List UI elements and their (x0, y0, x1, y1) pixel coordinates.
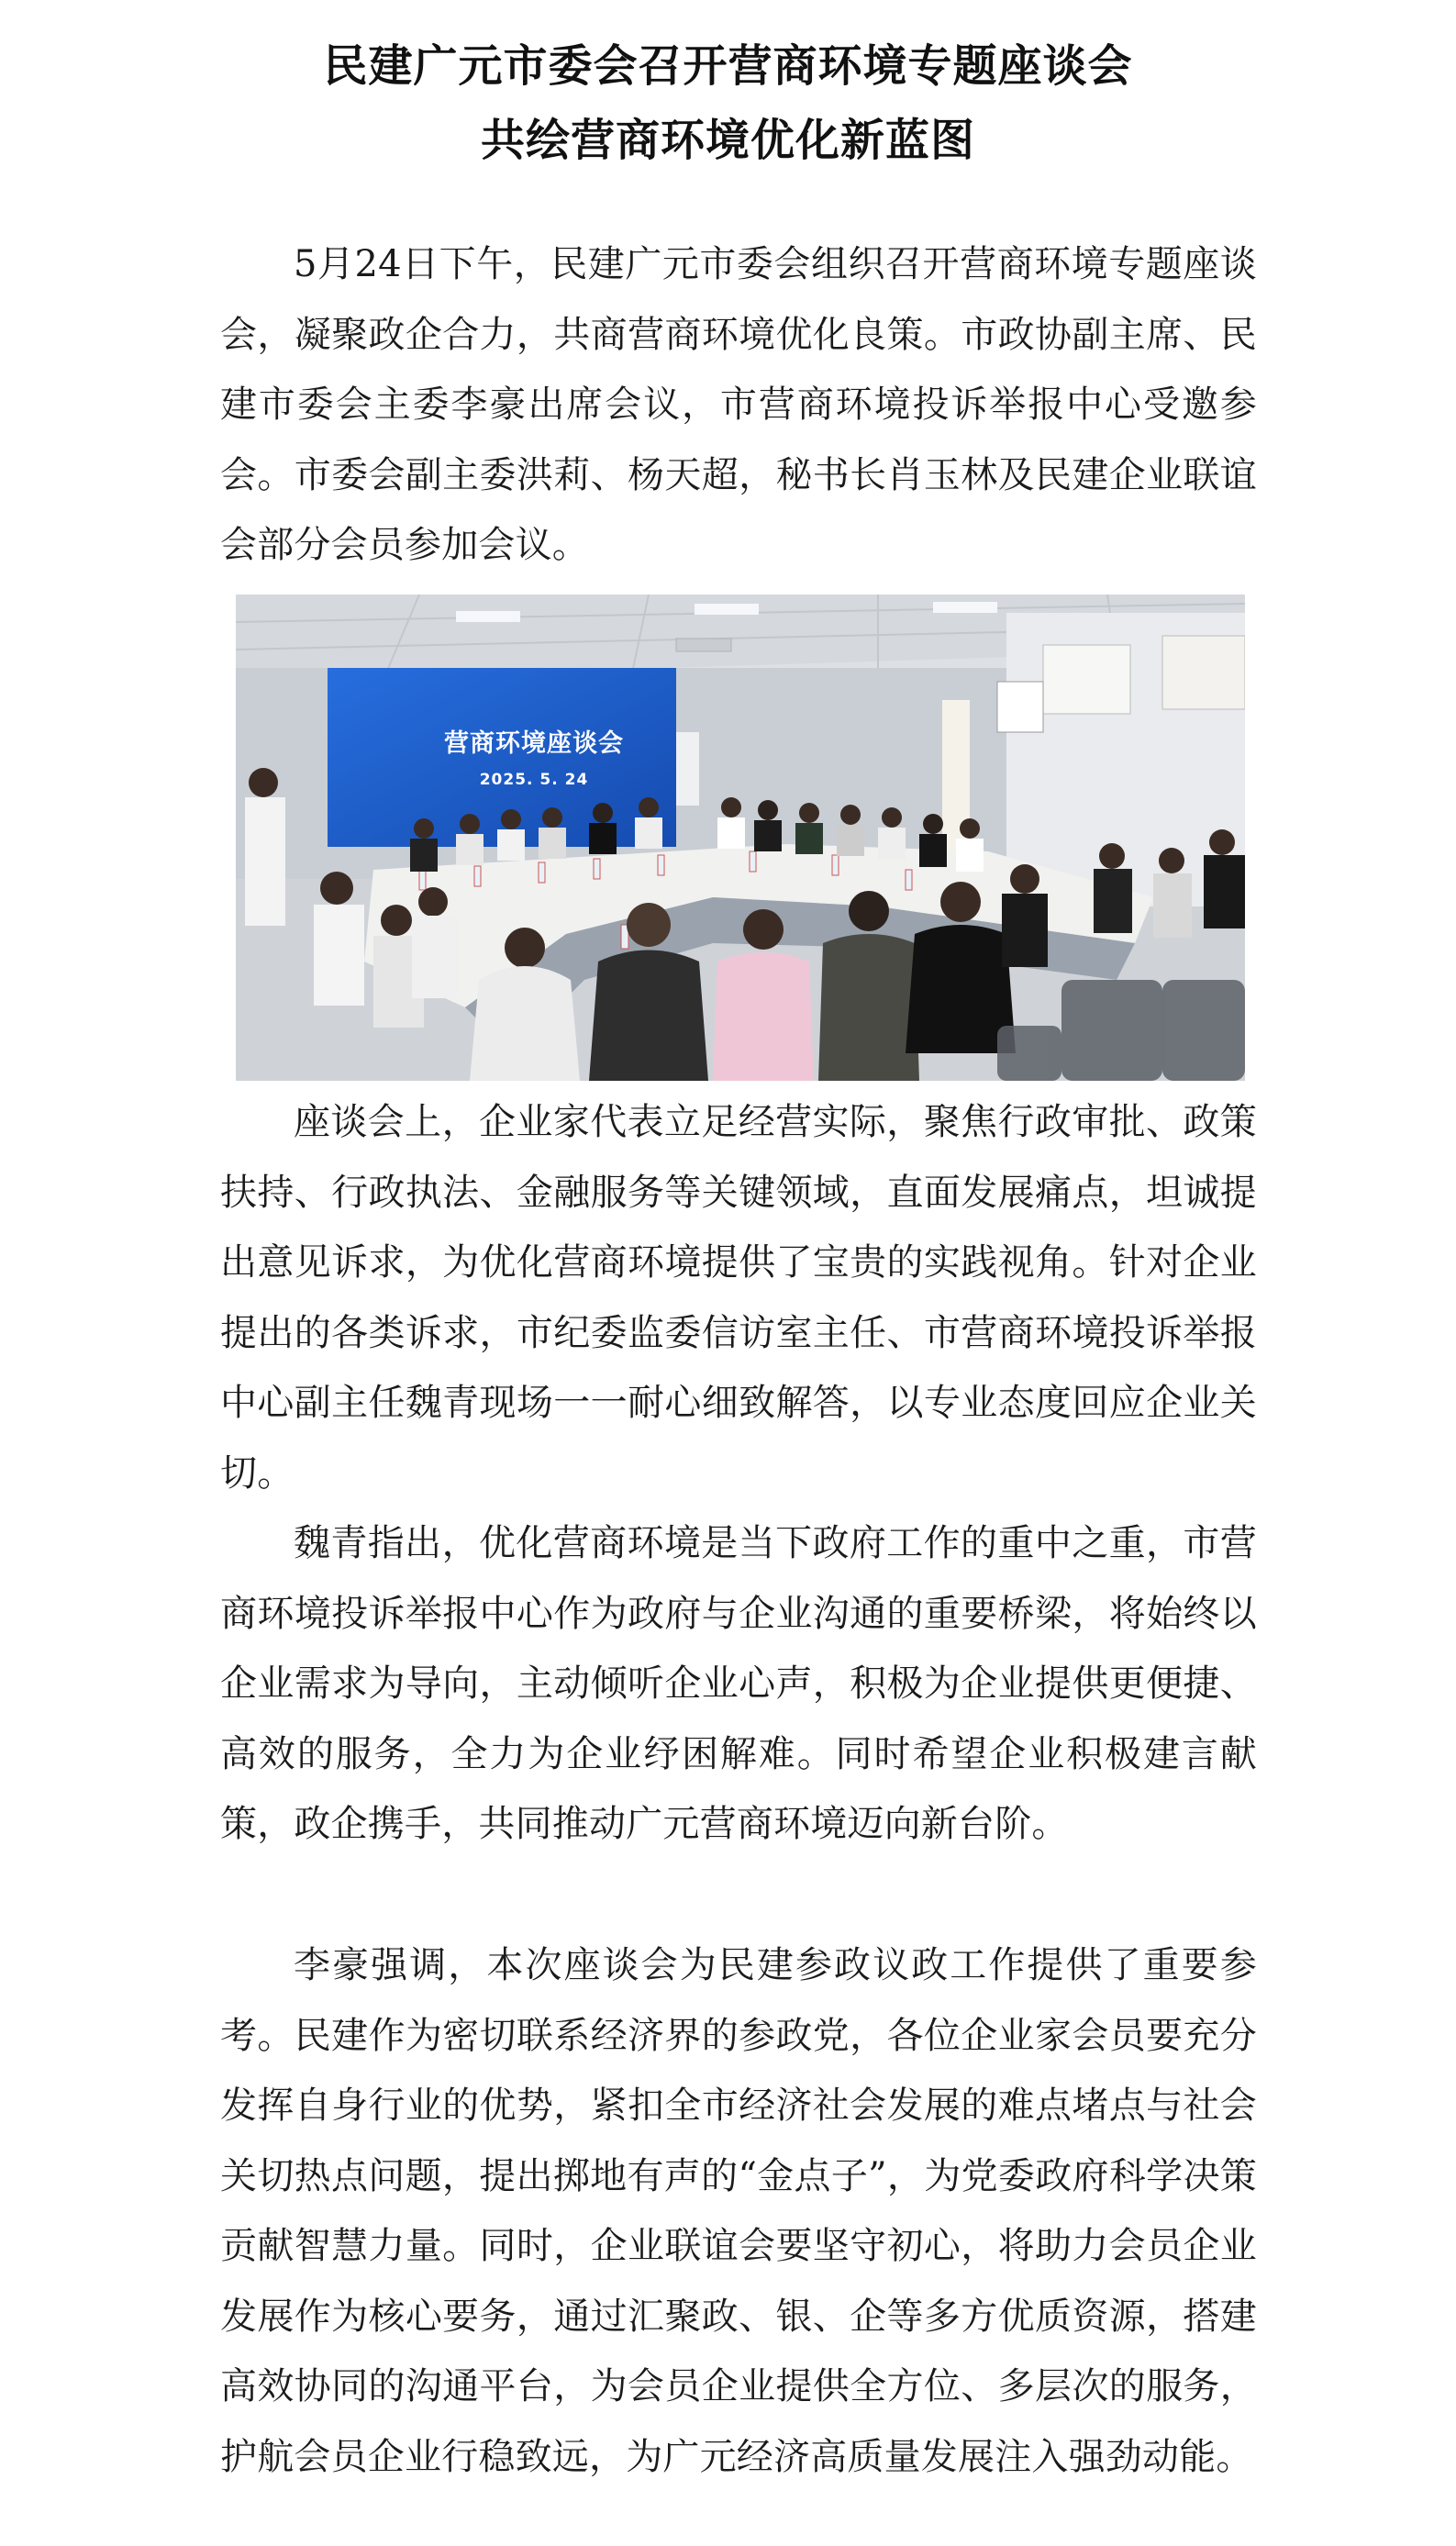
paragraph-2: 座谈会上，企业家代表立足经营实际，聚焦行政审批、政策扶持、行政执法、金融服务等关键领域，直面发展痛点，坦诚提出意见诉求，为优化营商环境提供了宝贵的实践视角。针对企业提出的各类诉求，市纪委监委信访室主任、市营商环境投诉举报中心副主任魏青现场一一耐心细致解答，以专业态度回应企业关切。 (220, 1101, 1257, 1495)
article-title-line2: 共绘营商环境优化新蓝图 (480, 115, 975, 167)
meeting-photo (236, 595, 1245, 1081)
article-title-line1: 民建广元市委会召开营商环境专题座谈会 (323, 40, 1133, 93)
paragraph-4: 李豪强调，本次座谈会为民建参政议政工作提供了重要参考。民建作为密切联系经济界的参政党，各位企业家会员要充分发挥自身行业的优势，紧扣全市经济社会发展的难点堵点与社会关切热点问题，提出掷地有声的“金点子”，为党委政府科学决策贡献智慧力量。同时，企业联谊会要坚守初心，将助力会员企业发展作为核心要务，通过汇聚政、银、企等多方优质资源，搭建高效协同的沟通平台，为会员企业提供全方位、多层次的服务，护航会员企业行稳致远，为广元经济高质量发展注入强劲动能。 (220, 1944, 1257, 2478)
meeting-photo-illustration (236, 595, 1245, 1081)
screen-date: 2025. 5. 24 (479, 771, 589, 789)
screen-title: 营商环境座谈会 (444, 729, 624, 758)
paragraph-1: 5月24日下午，民建广元市委会组织召开营商环境专题座谈会，凝聚政企合力，共商营商环境优化良策。市政协副主席、民建市委会主委李豪出席会议，市营商环境投诉举报中心受邀参会。市委会副主委洪莉、杨天超，秘书长肖玉林及民建企业联谊会部分会员参加会议。 (220, 243, 1257, 566)
paragraph-3: 魏青指出，优化营商环境是当下政府工作的重中之重，市营商环境投诉举报中心作为政府与企业沟通的重要桥梁，将始终以企业需求为导向，主动倾听企业心声，积极为企业提供更便捷、高效的服务，全力为企业纾困解难。同时希望企业积极建言献策，政企携手，共同推动广元营商环境迈向新台阶。 (220, 1522, 1257, 1845)
